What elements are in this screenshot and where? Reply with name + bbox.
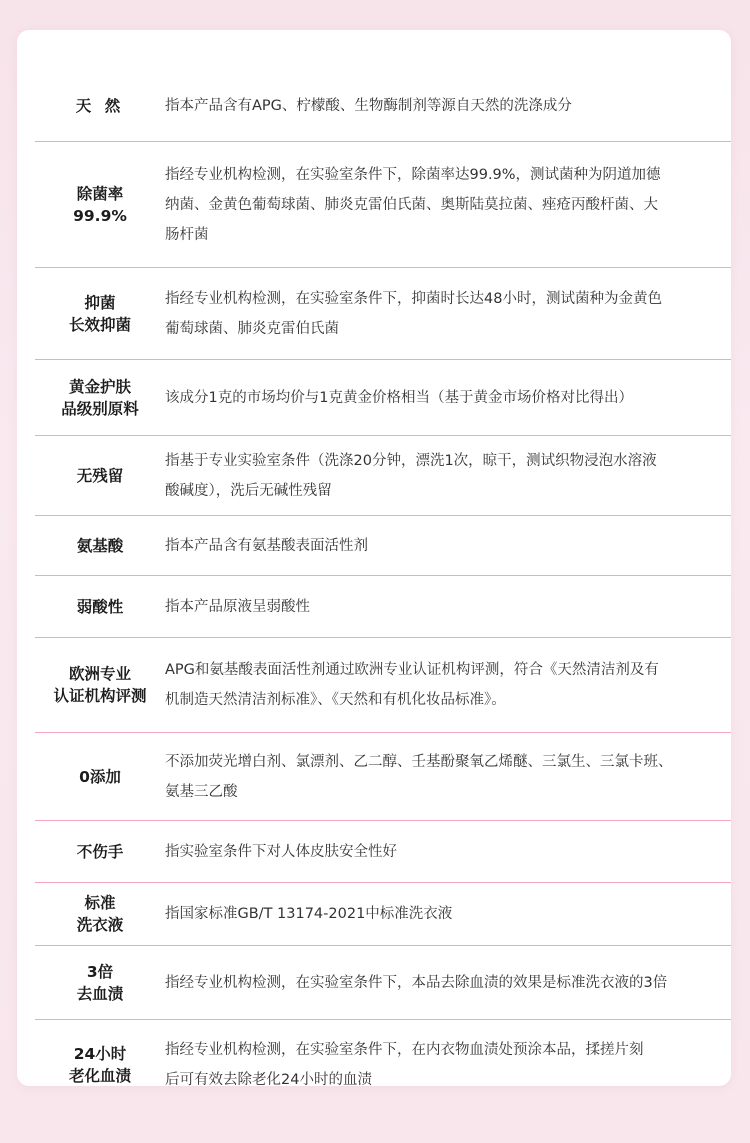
claims-table (35, 71, 731, 1110)
row-label: 天 然 (75, 97, 125, 115)
row-label: 无残留 (76, 466, 124, 485)
row-description: 指经专业机构检测，在实验室条件下，本品去除血渍的效果是标准洗衣液的3倍 (165, 974, 668, 991)
row-label: 欧洲专业 认证机构评测 (53, 665, 147, 705)
row-description: 指本产品含有氨基酸表面活性剂 (165, 537, 368, 554)
row-label: 不伤手 (76, 842, 124, 861)
row-label: 标准 洗衣液 (76, 894, 124, 934)
row-description: 指基于专业实验室条件（洗涤20分钟，漂洗1次，晾干，测试织物浸泡水溶液 酸碱度），洗后无碱性残留 (165, 452, 657, 499)
table-row (35, 516, 731, 576)
table-row (35, 733, 731, 821)
table-row (35, 638, 731, 733)
row-label: 3倍 去血渍 (76, 962, 124, 1003)
row-description: 指国家标准GB/T 13174-2021中标准洗衣液 (165, 906, 453, 922)
table-row (35, 71, 731, 142)
row-label: 黄金护肤 品级别原料 (61, 377, 139, 418)
row-label: 抑菌 长效抑菌 (68, 293, 131, 334)
row-label: 除菌率 99.9% (73, 184, 127, 225)
row-description: 指本产品原液呈弱酸性 (165, 598, 310, 615)
table-row (35, 142, 731, 268)
row-description: 不添加荧光增白剂、氯漂剂、乙二醇、壬基酚聚氧乙烯醚、三氯生、三氯卡班、 氨基三乙酸 (165, 753, 673, 800)
table-row (35, 946, 731, 1020)
row-label: 氨基酸 (76, 536, 124, 555)
row-description: 指经专业机构检测，在实验室条件下，在内衣物血渍处预涂本品，揉搓片刻 后可有效去除老化24小时的血渍 (165, 1042, 644, 1088)
row-description: APG和氨基酸表面活性剂通过欧洲专业认证机构评测，符合《天然清洁剂及有 机制造天然清洁剂标准》、《天然和有机化妆品标准》。 (165, 662, 659, 708)
row-label: 24小时 老化血渍 (68, 1045, 131, 1085)
claims-card (17, 30, 731, 1086)
table-row (35, 1020, 731, 1110)
table-row (35, 883, 731, 946)
table-row (35, 436, 731, 516)
table-row (35, 821, 731, 883)
row-label: 弱酸性 (76, 597, 124, 616)
row-label: 0添加 (79, 767, 121, 786)
table-row (35, 268, 731, 360)
row-description: 指经专业机构检测，在实验室条件下，除菌率达99.9%，测试菌种为阴道加德 纳菌、金黄色葡萄球菌、肺炎克雷伯氏菌、奥斯陆莫拉菌、痤疮丙酸杆菌、大 肠杆菌 (165, 166, 661, 243)
row-description: 指实验室条件下对人体皮肤安全性好 (165, 843, 397, 860)
table-row (35, 360, 731, 436)
table-row (35, 576, 731, 638)
row-description: 指经专业机构检测，在实验室条件下，抑菌时长达48小时，测试菌种为金黄色 葡萄球菌、肺炎克雷伯氏菌 (165, 290, 662, 337)
row-description: 指本产品含有APG、柠檬酸、生物酶制剂等源自天然的洗涤成分 (165, 98, 572, 114)
row-description: 该成分1克的市场均价与1克黄金价格相当（基于黄金市场价格对比得出） (165, 389, 633, 406)
